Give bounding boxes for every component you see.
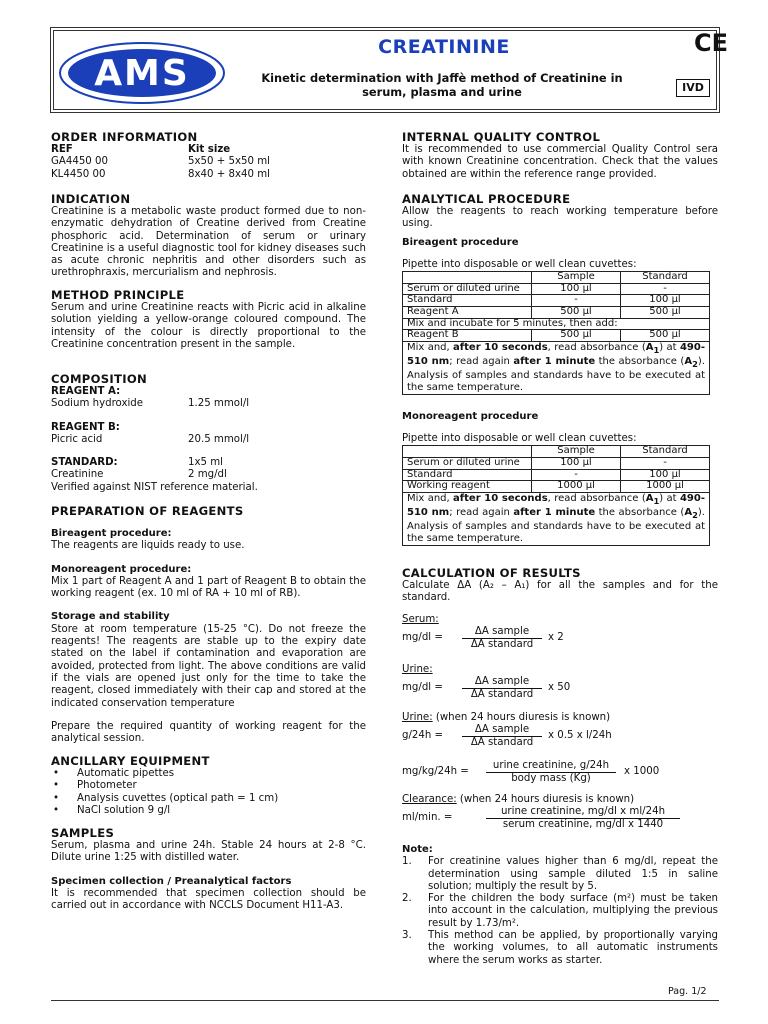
calculation-heading: CALCULATION OF RESULTS (402, 566, 581, 580)
order-heading: ORDER INFORMATION (51, 130, 198, 144)
reagent-b-row (51, 434, 366, 446)
formula-numerator: urine creatinine, mg/dl x ml/24h (486, 806, 680, 819)
formula-denominator: body mass (Kg) (511, 773, 591, 784)
indication-text: Creatinine is a metabolic waste product formed due to non-enzymatic dehydration of Creatine derived from Creatine phosphoric acid. Determination of serum or urinary Creatinine is a useful diagnostic tool for kidney diseases such as acute chronic nephritis and other disorders such as urethrophraxis, mercurialism and nephrosis. (51, 206, 366, 279)
analytical-text: Allow the reagents to reach working temperature before using. (402, 206, 718, 230)
table-row (403, 469, 710, 481)
storage-text: Store at room temperature (15-25 °C). Do not freeze the reagents! The reagents are stable up to the expiry date stated on the label if contamination and evaporation are avoided, protected from light. The above conditions are valid if the vials are opened just only for the time to take the reagent, closed immediately with their cap and stored at the indicated conservation temperature (51, 623, 366, 709)
row-standard: 100 µl (621, 469, 710, 481)
iqc-section (402, 130, 718, 181)
clearance-label: Clearance: (402, 794, 457, 805)
mix-instructions: Mix and, after 10 seconds, read absorbance $(A_1)$ at 490-510 nm; read again after 1 minute the absorbance $(A_2)$. Analysis of samples and standards have to be executed at the same temperature. (403, 341, 710, 394)
formula-fraction (462, 724, 542, 749)
table-corner (403, 272, 532, 284)
document-header (50, 27, 729, 113)
formula-lhs: mg/kg/24h = (402, 766, 469, 777)
monoreagent-prep-text: Mix 1 part of Reagent A and 1 part of Reagent B to obtain the working reagent (ex. 10 ml of RA + 10 ml of RB). (51, 575, 366, 600)
ancillary-heading: ANCILLARY EQUIPMENT (51, 754, 210, 768)
order-header-row (51, 144, 366, 156)
row-label: Reagent B (403, 330, 532, 342)
document-title: CREATININE (378, 36, 510, 58)
monoreagent-prep-heading: Monoreagent procedure: (51, 563, 192, 575)
row-standard: 100 µl (621, 295, 710, 307)
table-header-row (403, 272, 710, 284)
list-item: • Photometer (51, 780, 366, 792)
formula-factor: x 1000 (624, 766, 660, 777)
urine24-label-row (402, 712, 610, 724)
table-row (403, 457, 710, 469)
note-text: For creatinine values higher than 6 mg/dl, repeat the determination using sample diluted 1:5 in saline solution; multiply the result by 5. (428, 856, 718, 892)
table-row (403, 481, 710, 493)
formula-lhs: ml/min. = (402, 812, 453, 823)
calculation-intro: Calculate ΔA (A₂ – A₁) for all the samples and for the standard. (402, 580, 718, 604)
analytical-heading: ANALYTICAL PROCEDURE (402, 192, 571, 206)
page-number: Pag. 1/2 (668, 986, 707, 997)
creatinine-item: Creatinine (51, 469, 104, 481)
note-text: For the children the body surface (m²) must be taken into account in the calculation, multiplying the previous result by 1.73/m². (428, 893, 718, 929)
clearance-formula (402, 806, 722, 836)
incubate-row: Mix and incubate for 5 minutes, then add: (403, 318, 710, 330)
subtitle-line-1: Kinetic determination with Jaffè method of Creatinine in (261, 71, 623, 85)
row-sample: - (532, 295, 621, 307)
formula-factor: x 2 (548, 632, 564, 643)
row-label: Standard (403, 295, 532, 307)
order-row (51, 169, 366, 181)
col-standard: Standard (621, 272, 710, 284)
table-row (403, 341, 710, 394)
order-row (51, 156, 366, 168)
list-item: • Automatic pipettes (51, 768, 366, 780)
table-row (403, 492, 710, 545)
col-kit: Kit size (188, 144, 231, 155)
note-text: This method can be applied, by proportionally varying the working volumes, to all automatic instruments where the serum works as starter. (428, 930, 718, 966)
storage-heading: Storage and stability (51, 611, 170, 623)
standard-label: STANDARD: (51, 457, 118, 469)
verified-note: Verified against NIST reference material. (51, 481, 258, 493)
note-number: 1. (402, 856, 412, 868)
order-ref: GA4450 00 (51, 156, 108, 168)
row-standard: - (621, 283, 710, 295)
prepare-text: Prepare the required quantity of working reagent for the analytical session. (51, 720, 366, 745)
row-label: Serum or diluted urine (403, 457, 532, 469)
formula-denominator: serum creatinine, mg/dl x 1440 (502, 819, 664, 830)
row-sample: - (532, 469, 621, 481)
notes-heading: Note: (402, 844, 433, 855)
urine-label: Urine: (402, 664, 433, 675)
table-row (403, 295, 710, 307)
row-standard: 500 µl (621, 330, 710, 342)
serum-formula (402, 626, 722, 656)
reagent-b-item: Picric acid (51, 433, 103, 445)
col-sample: Sample (532, 446, 621, 458)
collection-heading: Specimen collection / Preanalytical factors (51, 875, 292, 887)
preparation-section (51, 504, 366, 745)
row-sample: 500 µl (532, 306, 621, 318)
samples-text: Serum, plasma and urine 24h. Stable 24 hours at 2-8 °C. Dilute urine 1:25 with distilled water. (51, 840, 366, 864)
calculation-section (402, 566, 718, 830)
table-row (403, 283, 710, 295)
table-header-row (403, 446, 710, 458)
note-number: 2. (402, 893, 412, 905)
monoreagent-heading: Monoreagent procedure (402, 410, 539, 422)
collection-text: It is recommended that specimen collection should be carried out in accordance with NCCLS Document H11-A3. (51, 887, 366, 912)
mgkg-formula (402, 760, 722, 790)
urine24-note: (when 24 hours diuresis is known) (432, 712, 611, 723)
notes-list (402, 856, 718, 967)
method-text: Serum and urine Creatinine reacts with Picric acid in alkaline solution yielding a yellow-orange coloured compound. The intensity of the colour is directly proportional to the Creatinine concentration present in the sample. (51, 302, 366, 350)
row-sample: 100 µl (532, 457, 621, 469)
order-information (51, 130, 366, 181)
row-label: Serum or diluted urine (403, 283, 532, 295)
notes-section (402, 844, 718, 967)
reagent-a-label: REAGENT A: (51, 386, 121, 397)
iqc-text: It is recommended to use commercial Quality Control sera with known Creatinine concentration. Check that the values obtained are within the reference range provided. (402, 144, 718, 180)
formula-numerator: ΔA sample (462, 676, 542, 689)
formula-denominator: ΔA standard (470, 737, 534, 748)
formula-numerator: urine creatinine, g/24h (486, 760, 616, 773)
formula-fraction (462, 676, 542, 701)
samples-heading: SAMPLES (51, 826, 115, 840)
col-sample: Sample (532, 272, 621, 284)
bireagent-prep-heading: Bireagent procedure: (51, 528, 172, 539)
list-item: • NaCl solution 9 g/l (51, 805, 366, 817)
table-row (403, 306, 710, 318)
formula-denominator: ΔA standard (470, 639, 534, 650)
subtitle-line-2: serum, plasma and urine (362, 85, 522, 99)
indication-section (51, 192, 366, 280)
row-sample: 100 µl (532, 283, 621, 295)
row-label: Working reagent (403, 481, 532, 493)
samples-section (51, 826, 366, 912)
creatinine-value: 2 mg/dl (188, 469, 227, 481)
reagent-a-item: Sodium hydroxide (51, 398, 144, 410)
monoreagent-table (402, 445, 710, 545)
note-number: 3. (402, 930, 412, 942)
formula-lhs: mg/dl = (402, 632, 443, 643)
table-corner (403, 446, 532, 458)
analytical-section (402, 192, 718, 546)
iqc-heading: INTERNAL QUALITY CONTROL (402, 130, 601, 144)
list-item (402, 930, 718, 967)
reagent-a-row (51, 398, 366, 410)
urine24-label: Urine: (402, 712, 433, 723)
formula-factor: x 0.5 x l/24h (548, 730, 612, 741)
formula-lhs: g/24h = (402, 730, 444, 741)
composition-section (51, 372, 366, 494)
reagent-b-value: 20.5 mmol/l (188, 433, 250, 445)
pipette-text: Pipette into disposable or well clean cuvettes: (402, 258, 637, 270)
reagent-a-value: 1.25 mmol/l (188, 398, 250, 410)
method-section (51, 288, 366, 351)
ce-mark-icon: CE (694, 29, 729, 57)
bireagent-heading: Bireagent procedure (402, 236, 519, 248)
bireagent-prep-text: The reagents are liquids ready to use. (51, 540, 245, 552)
formula-fraction (462, 626, 542, 651)
standard-row (51, 457, 366, 469)
method-heading: METHOD PRINCIPLE (51, 288, 185, 302)
mix-instructions: Mix and, after 10 seconds, read absorbance $(A_1)$ at 490-510 nm; read again after 1 minute the absorbance $(A_2)$. Analysis of samples and standards have to be executed at the same temperature. (403, 492, 710, 545)
bireagent-table (402, 271, 710, 395)
row-standard: 500 µl (621, 306, 710, 318)
urine-formula (402, 676, 722, 706)
list-item: • Analysis cuvettes (optical path = 1 cm) (51, 793, 366, 805)
formula-factor: x 50 (548, 682, 571, 693)
row-sample: 500 µl (532, 330, 621, 342)
preparation-heading: PREPARATION OF REAGENTS (51, 504, 244, 518)
list-item (402, 893, 718, 930)
pipette-text: Pipette into disposable or well clean cuvettes: (402, 433, 637, 445)
row-label: Reagent A (403, 306, 532, 318)
clearance-note: (when 24 hours diuresis is known) (456, 794, 635, 805)
formula-lhs: mg/dl = (402, 682, 443, 693)
formula-fraction (486, 760, 616, 785)
indication-heading: INDICATION (51, 192, 131, 206)
row-standard: - (621, 457, 710, 469)
reagent-b-label: REAGENT B: (51, 421, 120, 433)
formula-denominator: ΔA standard (470, 689, 534, 700)
header-frame (53, 29, 729, 110)
col-standard: Standard (621, 446, 710, 458)
creatinine-row (51, 469, 366, 481)
order-ref: KL4450 00 (51, 168, 106, 180)
composition-heading: COMPOSITION (51, 372, 147, 386)
order-kit: 5x50 + 5x50 ml (188, 156, 270, 168)
formula-numerator: ΔA sample (462, 626, 542, 639)
formula-fraction (486, 806, 680, 831)
standard-value: 1x5 ml (188, 457, 223, 469)
ancillary-section (51, 754, 366, 817)
clearance-label-row (402, 794, 634, 806)
ancillary-list (51, 768, 366, 817)
table-row (403, 318, 710, 330)
order-kit: 8x40 + 8x40 ml (188, 168, 270, 180)
formula-numerator: ΔA sample (462, 724, 542, 737)
logo-text: AMS (94, 53, 190, 94)
footer-divider (51, 1000, 719, 1001)
table-row (403, 330, 710, 342)
ivd-badge: IVD (676, 79, 710, 97)
list-item (402, 856, 718, 893)
serum-label: Serum: (402, 614, 439, 625)
col-ref: REF (51, 144, 73, 155)
document-subtitle (222, 71, 662, 99)
row-sample: 1000 µl (532, 481, 621, 493)
urine24-formula (402, 724, 722, 754)
row-label: Standard (403, 469, 532, 481)
ams-logo (58, 41, 226, 105)
row-standard: 1000 µl (621, 481, 710, 493)
